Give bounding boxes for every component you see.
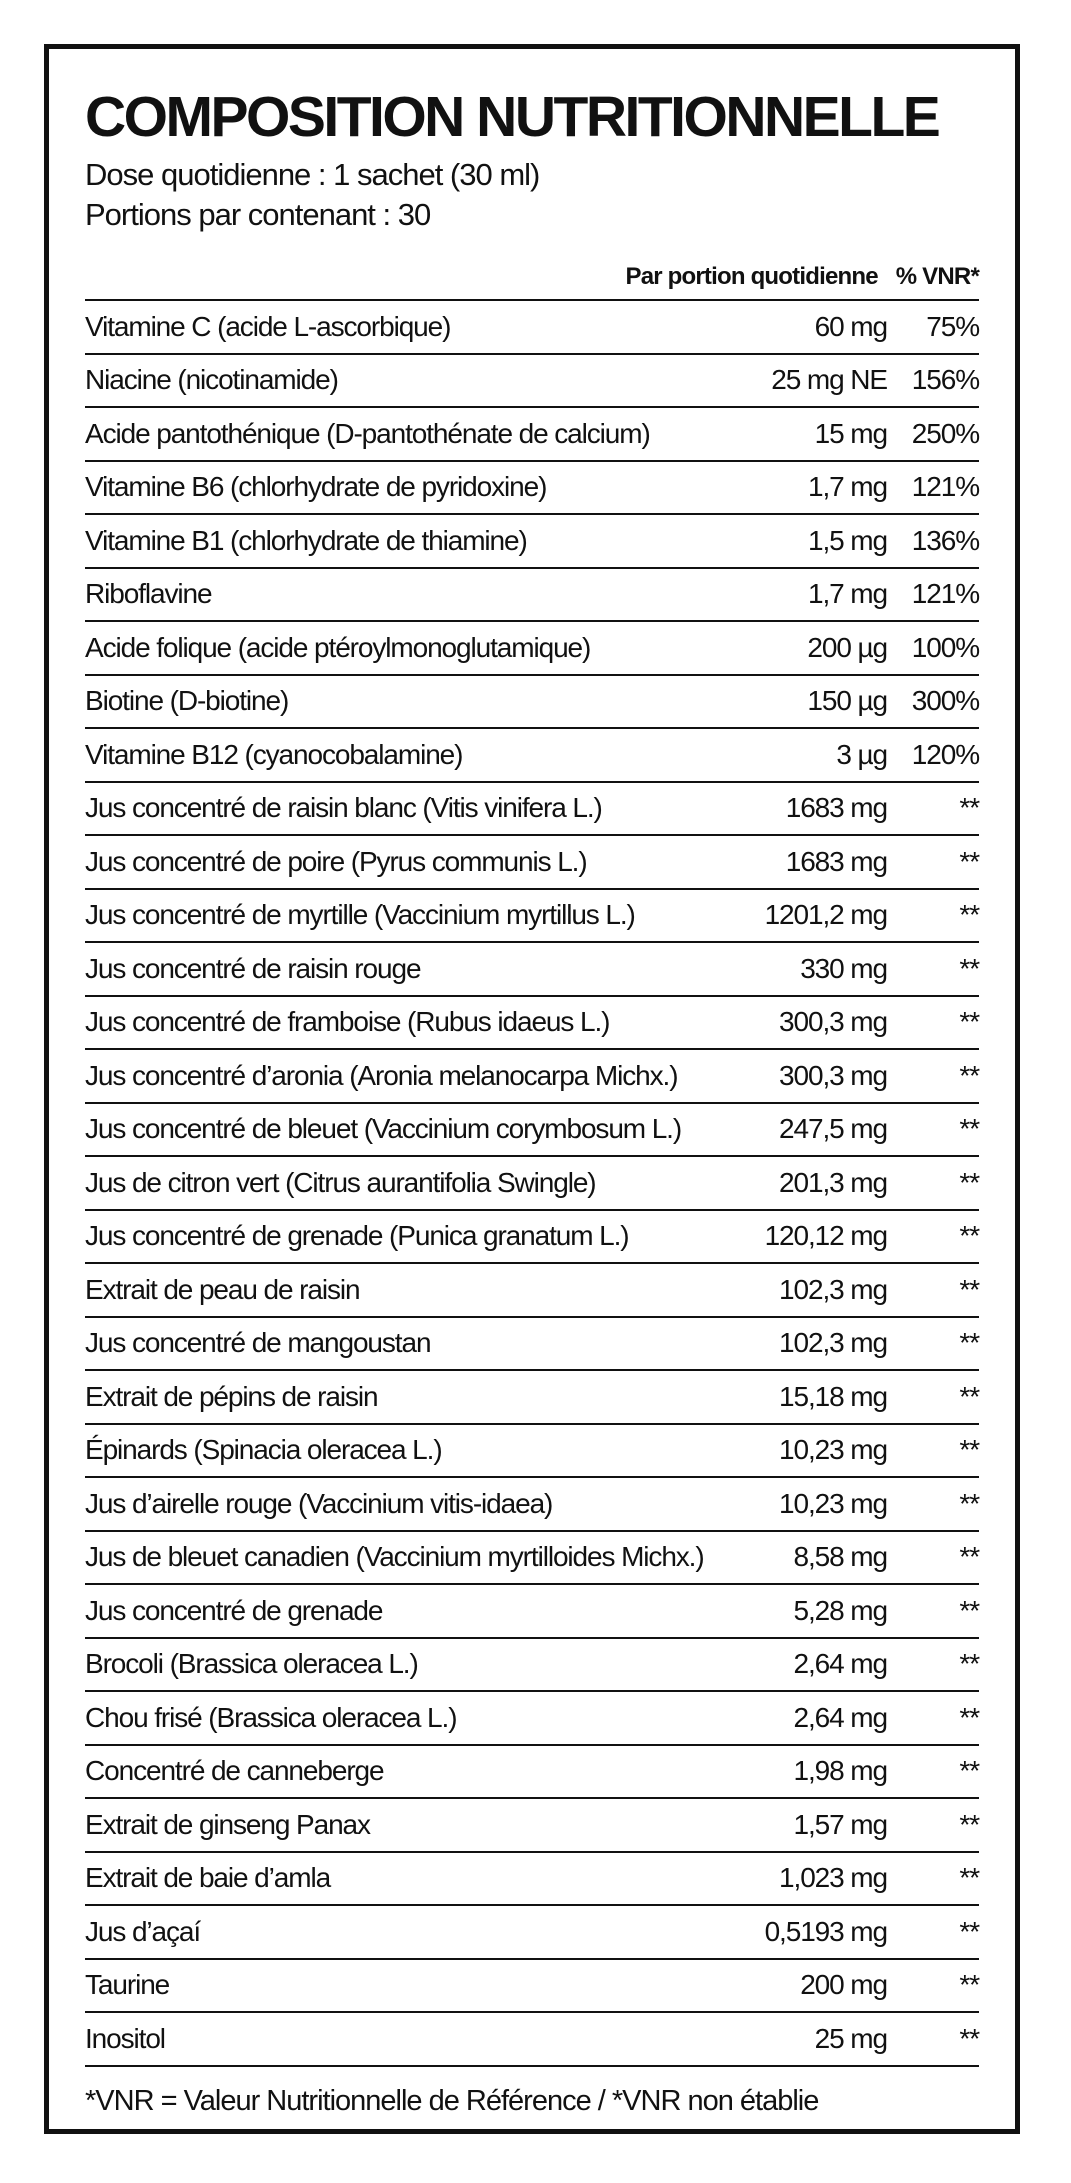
nutrient-amount: 200 µg: [807, 631, 887, 663]
nutrient-amount: 150 µg: [807, 685, 887, 717]
table-row: [85, 569, 979, 623]
table-row: [85, 1585, 979, 1639]
nutrient-vnr: **: [959, 792, 979, 824]
table-row: [85, 1906, 979, 1960]
table-row: [85, 1639, 979, 1693]
table-row: [85, 1960, 979, 2014]
table-row: [85, 1425, 979, 1479]
nutrient-name: Extrait de baie d’amla: [85, 1862, 331, 1894]
nutrient-name: Jus de bleuet canadien (Vaccinium myrtilloides Michx.): [85, 1541, 704, 1573]
table-row: [85, 622, 979, 676]
nutrient-name: Acide pantothénique (D-pantothénate de calcium): [85, 417, 650, 449]
nutrient-vnr: 156%: [911, 364, 979, 396]
nutrient-name: Concentré de canneberge: [85, 1755, 384, 1787]
nutrient-vnr: **: [959, 1541, 979, 1573]
nutrient-name: Riboflavine: [85, 578, 212, 610]
table-row: [85, 836, 979, 890]
label-title: COMPOSITION NUTRITIONNELLE: [85, 85, 939, 149]
table-row: [85, 515, 979, 569]
nutrient-vnr: **: [959, 1594, 979, 1626]
table-row: [85, 676, 979, 730]
nutrient-vnr: **: [959, 1220, 979, 1252]
table-row: [85, 783, 979, 837]
nutrient-vnr: **: [959, 1434, 979, 1466]
nutrient-amount: 25 mg: [814, 2022, 887, 2054]
nutrient-amount: 120,12 mg: [764, 1220, 887, 1252]
table-row: [85, 729, 979, 783]
nutrient-name: Jus concentré de framboise (Rubus idaeus L.): [85, 1006, 610, 1038]
nutrient-amount: 102,3 mg: [779, 1327, 887, 1359]
nutrient-amount: 0,5193 mg: [764, 1915, 887, 1947]
table-row: [85, 943, 979, 997]
nutrition-label-content: [85, 85, 979, 2118]
nutrient-name: Niacine (nicotinamide): [85, 364, 338, 396]
nutrient-name: Vitamine B12 (cyanocobalamine): [85, 738, 463, 770]
nutrient-vnr: 120%: [911, 738, 979, 770]
nutrient-vnr: **: [959, 952, 979, 984]
nutrient-vnr: **: [959, 1755, 979, 1787]
nutrient-vnr: **: [959, 1113, 979, 1145]
nutrient-amount: 8,58 mg: [793, 1541, 887, 1573]
nutrient-vnr: **: [959, 1915, 979, 1947]
table-row: [85, 1692, 979, 1746]
daily-dose: Dose quotidienne : 1 sachet (30 ml): [85, 157, 540, 192]
table-row: [85, 1211, 979, 1265]
nutrient-name: Vitamine C (acide L-ascorbique): [85, 310, 451, 342]
table-row: [85, 1264, 979, 1318]
nutrient-amount: 1,7 mg: [808, 578, 887, 610]
nutrient-name: Jus concentré de bleuet (Vaccinium corymbosum L.): [85, 1113, 682, 1145]
nutrient-name: Inositol: [85, 2022, 165, 2054]
nutrient-name: Jus concentré de myrtille (Vaccinium myrtillus L.): [85, 899, 635, 931]
nutrient-name: Jus concentré de mangoustan: [85, 1327, 431, 1359]
nutrient-vnr: **: [959, 1808, 979, 1840]
nutrient-vnr: 250%: [911, 417, 979, 449]
nutrition-label-frame: [44, 44, 1020, 2134]
nutrient-amount: 1,7 mg: [808, 471, 887, 503]
nutrient-amount: 5,28 mg: [793, 1594, 887, 1626]
nutrient-name: Épinards (Spinacia oleracea L.): [85, 1434, 442, 1466]
nutrient-name: Jus concentré d’aronia (Aronia melanocarpa Michx.): [85, 1059, 678, 1091]
nutrient-amount: 2,64 mg: [793, 1648, 887, 1680]
table-row: [85, 408, 979, 462]
nutrient-vnr: 121%: [911, 578, 979, 610]
nutrient-name: Jus concentré de raisin rouge: [85, 952, 421, 984]
nutrient-amount: 1683 mg: [785, 845, 887, 877]
nutrient-amount: 15,18 mg: [779, 1380, 887, 1412]
nutrient-amount: 300,3 mg: [779, 1006, 887, 1038]
nutrient-amount: 60 mg: [814, 310, 887, 342]
table-row: [85, 1157, 979, 1211]
nutrient-amount: 3 µg: [836, 738, 887, 770]
nutrient-name: Jus de citron vert (Citrus aurantifolia Swingle): [85, 1166, 596, 1198]
table-row: [85, 1746, 979, 1800]
column-header-vnr: % VNR*: [895, 263, 979, 290]
nutrient-amount: 10,23 mg: [779, 1487, 887, 1519]
nutrient-name: Jus concentré de grenade (Punica granatum L.): [85, 1220, 629, 1252]
nutrient-vnr: 100%: [911, 631, 979, 663]
nutrient-amount: 15 mg: [814, 417, 887, 449]
nutrient-name: Taurine: [85, 1969, 170, 2001]
footnote: *VNR = Valeur Nutritionnelle de Référence / *VNR non établie: [85, 2084, 819, 2117]
nutrient-vnr: **: [959, 845, 979, 877]
nutrient-amount: 1,57 mg: [793, 1808, 887, 1840]
table-row: [85, 1104, 979, 1158]
nutrient-amount: 1683 mg: [785, 792, 887, 824]
nutrient-name: Brocoli (Brassica oleracea L.): [85, 1648, 418, 1680]
nutrient-amount: 247,5 mg: [779, 1113, 887, 1145]
nutrient-amount: 25 mg NE: [771, 364, 887, 396]
nutrient-vnr: 136%: [911, 524, 979, 556]
nutrient-vnr: 121%: [911, 471, 979, 503]
nutrient-vnr: **: [959, 1380, 979, 1412]
nutrient-amount: 1,98 mg: [793, 1755, 887, 1787]
nutrient-amount: 1,5 mg: [808, 524, 887, 556]
nutrient-vnr: **: [959, 1862, 979, 1894]
nutrient-amount: 201,3 mg: [779, 1166, 887, 1198]
nutrient-vnr: **: [959, 1648, 979, 1680]
nutrient-vnr: **: [959, 1969, 979, 2001]
nutrient-table: [85, 301, 979, 2067]
nutrient-amount: 1201,2 mg: [764, 899, 887, 931]
table-row: [85, 890, 979, 944]
nutrient-name: Jus d’airelle rouge (Vaccinium vitis-idaea): [85, 1487, 553, 1519]
nutrient-name: Chou frisé (Brassica oleracea L.): [85, 1701, 457, 1733]
table-row: [85, 2013, 979, 2067]
nutrient-name: Acide folique (acide ptéroylmonoglutamique): [85, 631, 591, 663]
nutrient-vnr: **: [959, 1327, 979, 1359]
nutrient-vnr: **: [959, 1487, 979, 1519]
nutrient-name: Biotine (D-biotine): [85, 685, 289, 717]
nutrient-amount: 200 mg: [800, 1969, 887, 2001]
nutrient-amount: 2,64 mg: [793, 1701, 887, 1733]
servings-per-container: Portions par contenant : 30: [85, 197, 431, 232]
table-row: [85, 301, 979, 355]
nutrient-vnr: **: [959, 1059, 979, 1091]
nutrient-name: Extrait de ginseng Panax: [85, 1808, 370, 1840]
nutrient-name: Jus d’açaí: [85, 1915, 201, 1947]
nutrient-amount: 300,3 mg: [779, 1059, 887, 1091]
nutrient-name: Jus concentré de grenade: [85, 1594, 383, 1626]
nutrient-vnr: **: [959, 1701, 979, 1733]
table-row: [85, 1853, 979, 1907]
table-row: [85, 1532, 979, 1586]
nutrient-name: Vitamine B6 (chlorhydrate de pyridoxine): [85, 471, 547, 503]
table-row: [85, 355, 979, 409]
table-row: [85, 1478, 979, 1532]
nutrient-vnr: **: [959, 899, 979, 931]
nutrient-amount: 10,23 mg: [779, 1434, 887, 1466]
nutrient-name: Extrait de pépins de raisin: [85, 1380, 378, 1412]
table-row: [85, 1799, 979, 1853]
nutrient-name: Vitamine B1 (chlorhydrate de thiamine): [85, 524, 527, 556]
nutrient-vnr: 300%: [911, 685, 979, 717]
table-row: [85, 462, 979, 516]
nutrient-amount: 330 mg: [800, 952, 887, 984]
nutrient-name: Extrait de peau de raisin: [85, 1273, 360, 1305]
nutrient-vnr: **: [959, 1006, 979, 1038]
column-header-amount: Par portion quotidienne: [625, 263, 878, 290]
nutrient-amount: 102,3 mg: [779, 1273, 887, 1305]
nutrient-name: Jus concentré de raisin blanc (Vitis vinifera L.): [85, 792, 602, 824]
table-row: [85, 1318, 979, 1372]
nutrient-name: Jus concentré de poire (Pyrus communis L.): [85, 845, 587, 877]
table-row: [85, 1371, 979, 1425]
table-row: [85, 997, 979, 1051]
table-row: [85, 1050, 979, 1104]
nutrient-amount: 1,023 mg: [779, 1862, 887, 1894]
nutrient-vnr: **: [959, 2022, 979, 2054]
nutrient-vnr: 75%: [926, 310, 979, 342]
nutrient-vnr: **: [959, 1166, 979, 1198]
table-header: [85, 255, 979, 301]
nutrient-vnr: **: [959, 1273, 979, 1305]
